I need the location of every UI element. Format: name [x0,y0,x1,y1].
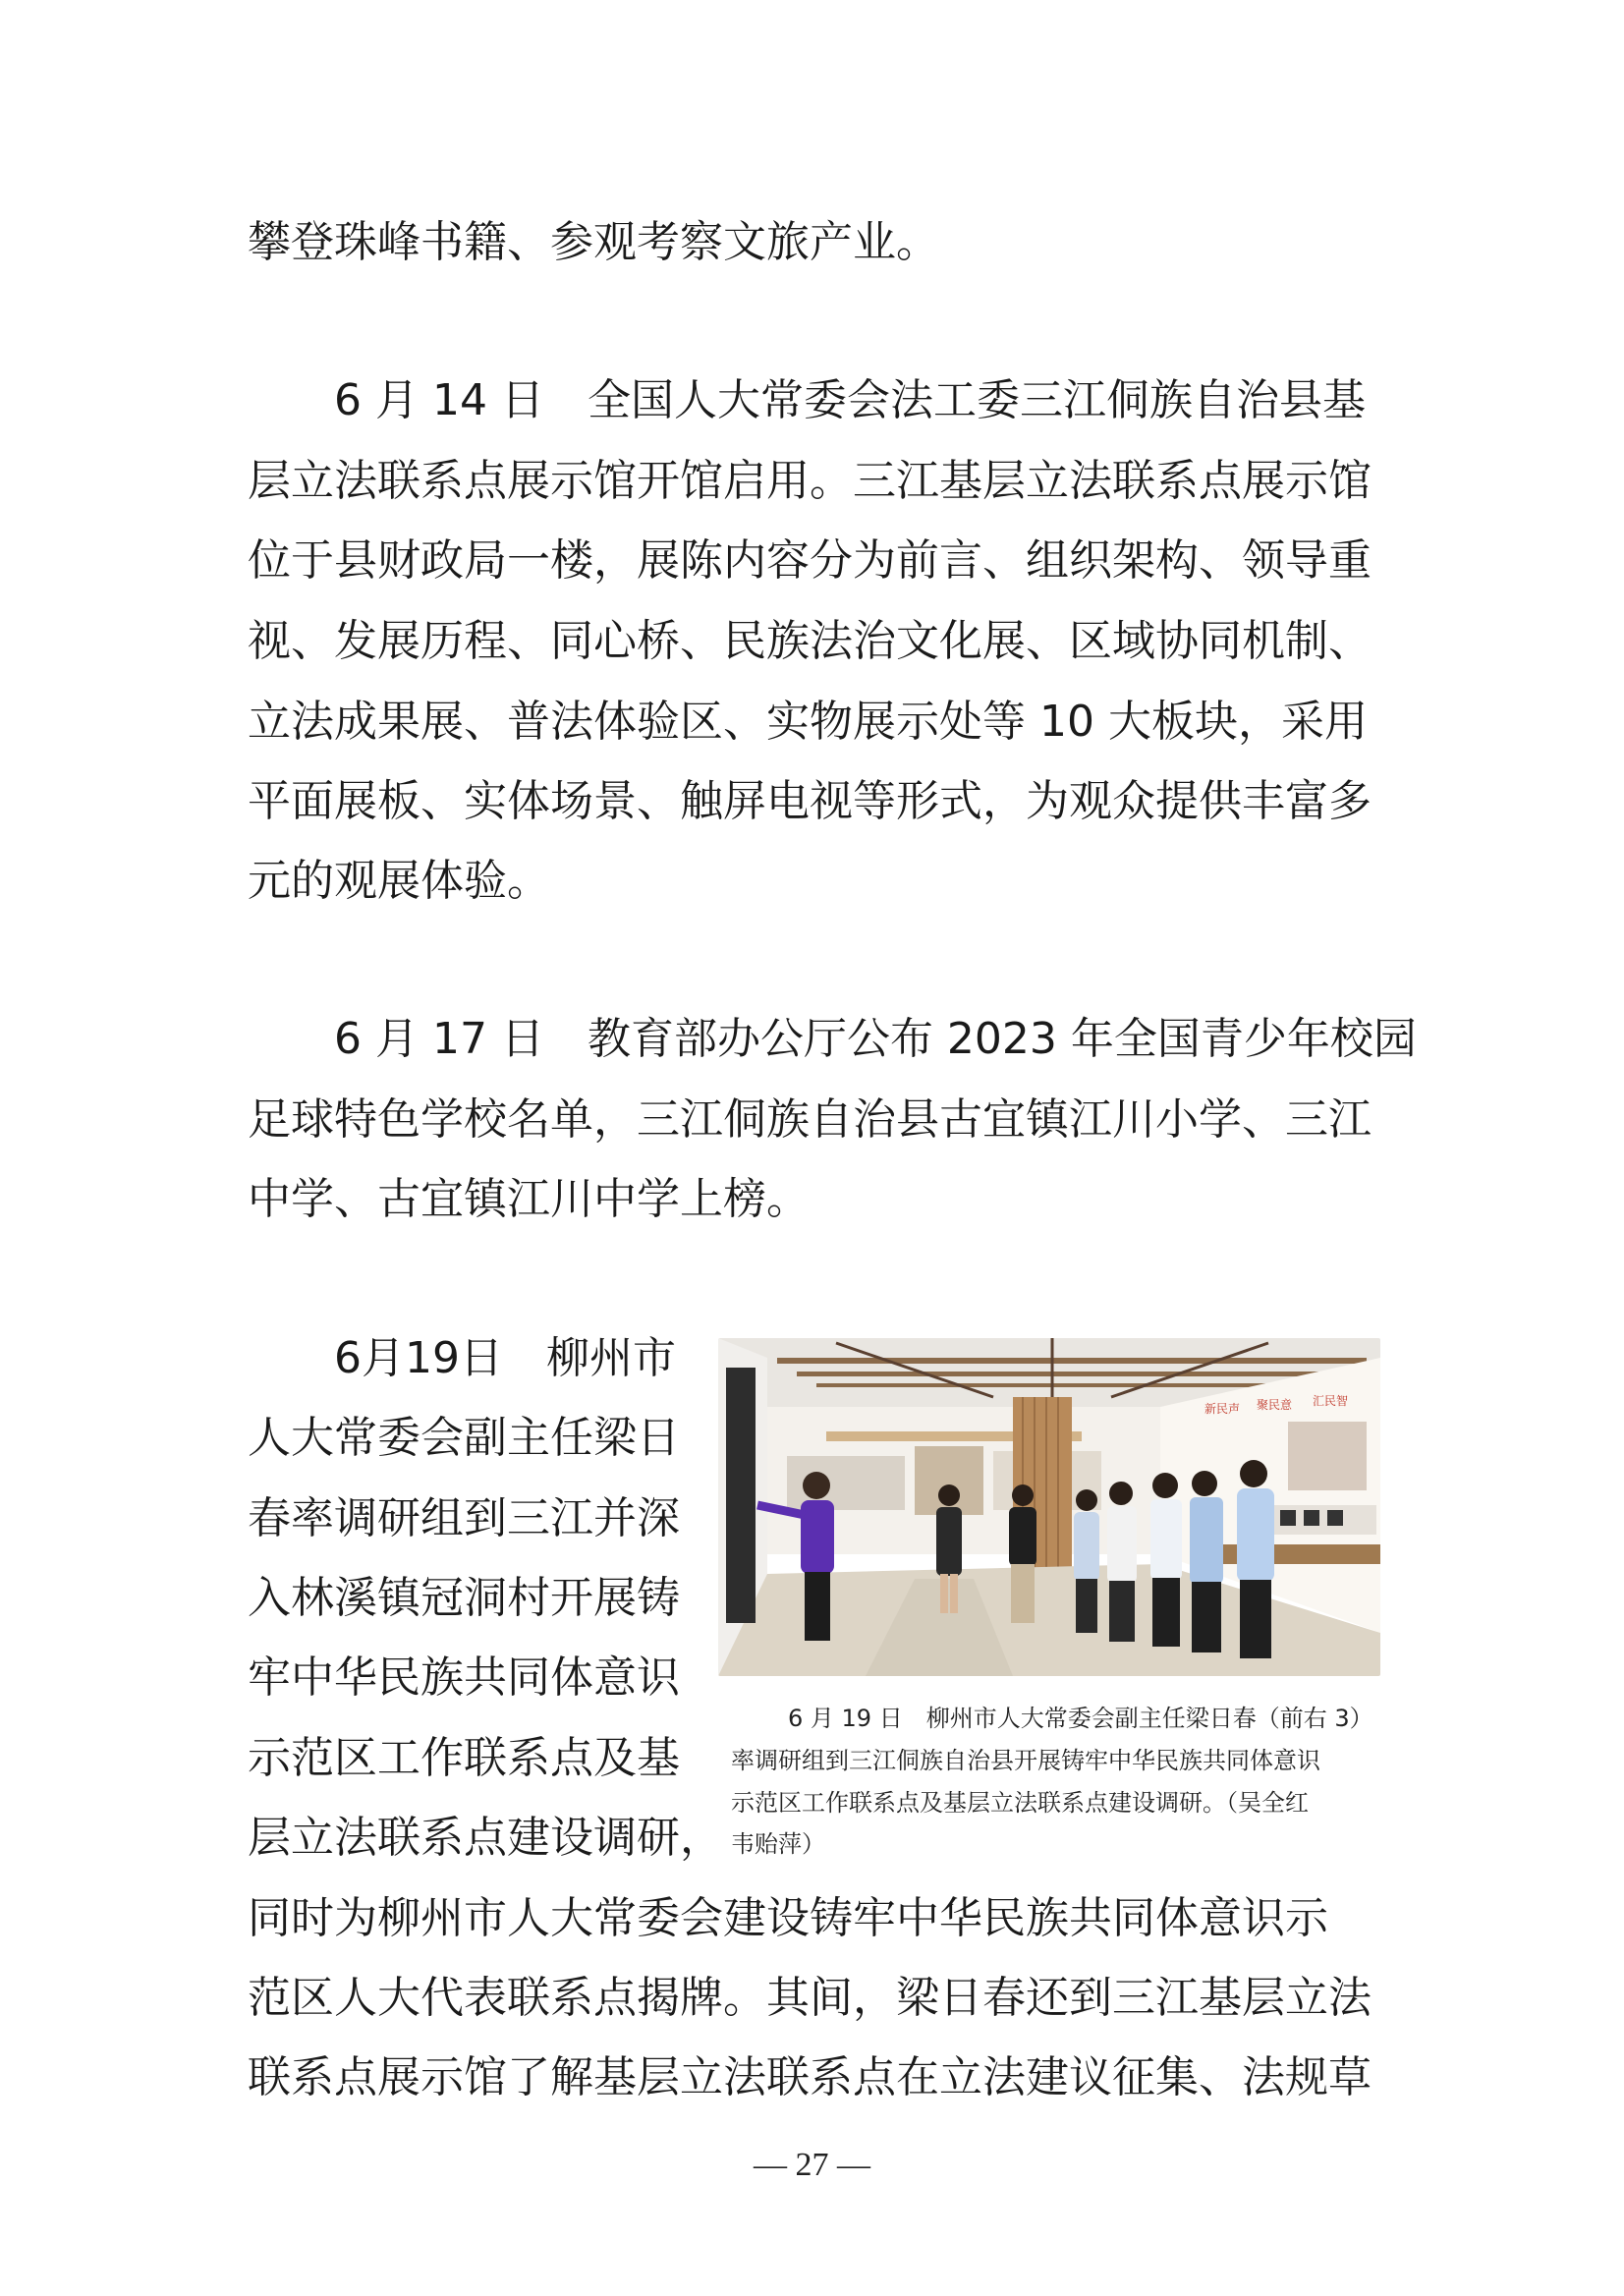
paragraph-line: 视、发展历程、同心桥、民族法治文化展、区域协同机制、 [248,616,1372,666]
paragraph-line: 位于县财政局一楼，展陈内容分为前言、组织架构、领导重 [248,535,1372,586]
paragraph-line: 人大常委会副主任梁日 [248,1413,680,1463]
page-number: — 27 — [754,2147,870,2183]
paragraph-line: 6月19日 柳州市 [334,1333,676,1383]
paragraph-line: 同时为柳州市人大常委会建设铸牢中华民族共同体意识示 [248,1893,1328,1943]
paragraph-line: 牢中华民族共同体意识 [248,1652,680,1703]
wall-slogan: 新民声 [1204,1402,1241,1416]
caption-line: 率调研组到三江侗族自治县开展铸牢中华民族共同体意识 [731,1747,1320,1774]
paragraph-line: 元的观展体验。 [248,856,550,906]
caption-line: 示范区工作联系点及基层立法联系点建设调研。（吴全红 [731,1789,1309,1817]
paragraph-line: 中学、古宜镇江川中学上榜。 [248,1174,810,1224]
paragraph-line: 示范区工作联系点及基 [248,1733,680,1783]
wall-slogan: 聚民意 [1257,1398,1293,1412]
paragraph-line: 6 月 17 日 教育部办公厅公布 2023 年全国青少年校园 [334,1014,1417,1064]
paragraph-line: 6 月 14 日 全国人大常委会法工委三江侗族自治县基 [334,375,1366,425]
caption-line: 6 月 19 日 柳州市人大常委会副主任梁日春（前右 3） [788,1705,1373,1732]
paragraph-line: 范区人大代表联系点揭牌。其间，梁日春还到三江基层立法 [248,1973,1372,2023]
paragraph-line: 春率调研组到三江并深 [248,1493,680,1543]
paragraph-line: 立法成果展、普法体验区、实物展示处等 10 大板块，采用 [248,697,1368,747]
paragraph-line: 层立法联系点展示馆开馆启用。三江基层立法联系点展示馆 [248,456,1372,506]
paragraph-line: 联系点展示馆了解基层立法联系点在立法建议征集、法规草 [248,2052,1372,2102]
caption-line: 韦贻萍） [731,1830,825,1858]
top-line: 攀登珠峰书籍、参观考察文旅产业。 [248,217,939,267]
paragraph-line: 平面展板、实体场景、触屏电视等形式，为观众提供丰富多 [248,776,1372,826]
paragraph-line: 层立法联系点建设调研， [248,1813,723,1863]
paragraph-line: 足球特色学校名单，三江侗族自治县古宜镇江川小学、三江 [248,1094,1372,1145]
paragraph-line: 入林溪镇冠洞村开展铸 [248,1573,680,1623]
wall-slogan: 汇民智 [1313,1394,1349,1408]
news-photo [718,1338,1380,1676]
